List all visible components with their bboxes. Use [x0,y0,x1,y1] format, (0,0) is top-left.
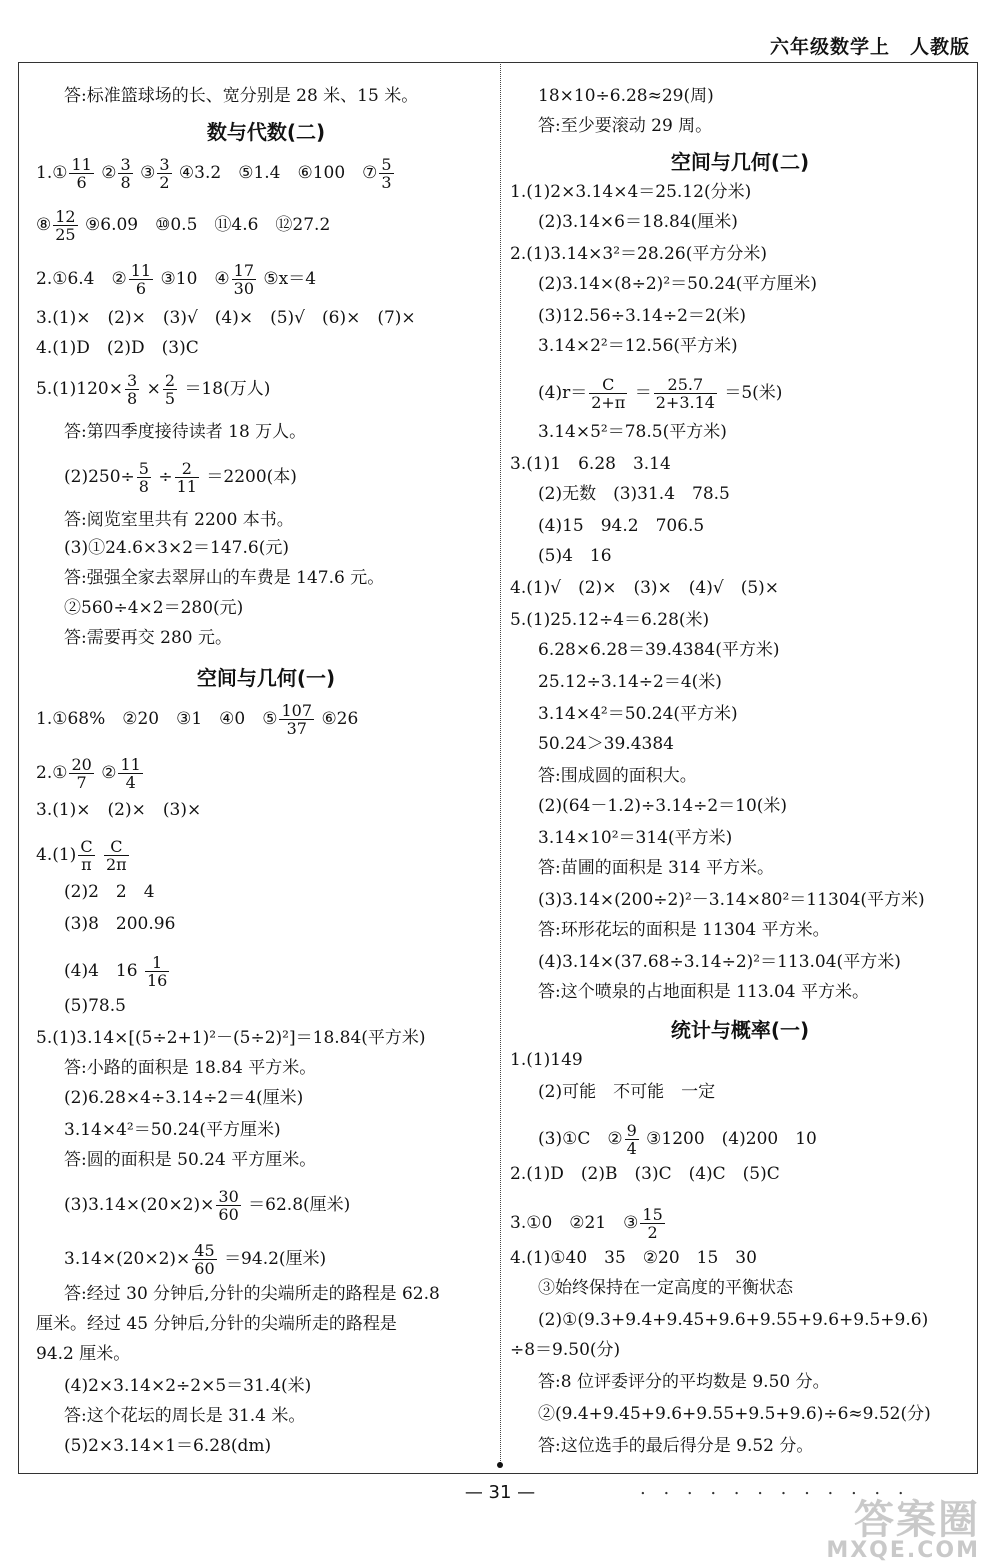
numerator: 17 [233,261,254,280]
fraction [163,372,177,407]
section-heading: 数与代数(二) [206,120,326,144]
text: ＝5(米) [724,383,783,403]
answer-line: 答:经过 30 分钟后,分针的尖端所走的路程是 62.8 [64,1284,440,1304]
answer-line [510,1206,667,1241]
text: 3.①0 ②21 ③ [510,1213,639,1233]
answer-line: (4)3.14×(37.68÷3.14÷2)²＝113.04(平方米) [538,952,901,972]
text: ④3.2 ⑤1.4 ⑥100 ⑦ [178,163,378,183]
numerator: C [104,838,129,856]
numerator: 5 [138,459,149,478]
denominator: 2+3.14 [655,393,715,412]
answer-line: 3.14×2²＝12.56(平方米) [538,336,738,356]
answer-line: 3.(1)1 6.28 3.14 [510,454,671,474]
text: ＝ [634,383,652,403]
answer-line: 答:第四季度接待读者 18 万人。 [64,422,307,442]
page-number: — 31 — [464,1482,536,1503]
denominator: π [81,855,92,874]
fraction [279,702,314,737]
text: ⑧ [36,215,52,235]
text: (2)250÷ [64,467,135,487]
section-heading: 统计与概率(一) [670,1018,810,1042]
answer-line [64,954,171,989]
answer-line: (4)15 94.2 706.5 [538,516,705,536]
answer-line: 4.(1)√ (2)× (3)× (4)√ (5)× [510,578,780,598]
answer-line: 25.12÷3.14÷2＝4(米) [538,672,722,692]
text: ③ [140,163,156,183]
answer-line [36,838,131,873]
answer-line: ÷8＝9.50(分) [510,1340,621,1360]
numerator: 2 [164,371,176,390]
answer-line: 答:圆的面积是 50.24 平方厘米。 [64,1150,317,1170]
text: 4.(1) [36,845,77,865]
answer-line: ②560÷4×2＝280(元) [64,598,244,618]
divider-dot [497,1462,503,1468]
denominator: 2 [159,173,170,192]
answer-line: (2)可能 不可能 一定 [538,1082,716,1102]
fraction [129,262,153,297]
answer-line: 答:这位选手的最后得分是 9.52 分。 [538,1436,814,1456]
fraction [640,1206,664,1241]
text: 5.(1)120× [36,379,123,399]
answer-line [64,1242,326,1277]
denominator: 2π [105,855,127,874]
fraction [157,156,171,191]
answer-line: 1.(1)2×3.14×4＝25.12(分米) [510,182,752,202]
answer-line: 2.(1)3.14×3²＝28.26(平方分米) [510,244,767,264]
text: ② [101,763,117,783]
answer-line: (5)2×3.14×1＝6.28(dm) [64,1436,272,1456]
answer-line: 答:至少要滚动 29 周。 [538,116,713,136]
fraction [232,262,256,297]
answer-line: (2)6.28×4÷3.14÷2＝4(厘米) [64,1088,304,1108]
numerator: 3 [120,155,131,174]
denominator: 7 [76,773,87,792]
fraction [118,756,142,791]
watermark-text: 答案圈 [854,1497,980,1543]
section-heading: 空间与几何(一) [196,666,336,690]
answer-line: (2)①(9.3+9.4+9.45+9.6+9.55+9.6+9.5+9.6) [538,1310,929,1330]
text: 2.①6.4 ② [36,269,127,289]
answer-line: 3.(1)× (2)× (3)× [36,800,202,820]
answer-line: 3.(1)× (2)× (3)√ (4)× (5)√ (6)× (7)× [36,308,416,328]
section-heading: 空间与几何(二) [670,150,810,174]
answer-line [36,702,358,737]
answer-line: 3.14×4²＝50.24(平方米) [538,704,738,724]
denominator: 6 [135,279,147,298]
denominator: 5 [164,389,176,408]
fraction [53,208,77,243]
header-title: 六年级数学上 人教版 [769,36,970,58]
answer-line: 6.28×6.28＝39.4384(平方米) [538,640,780,660]
text: ⑨6.09 ⑩0.5 ⑪4.6 ⑫27.2 [85,215,331,235]
fraction [175,460,199,495]
answer-line: 18×10÷6.28≈29(周) [538,86,714,106]
denominator: 37 [286,719,307,738]
watermark-url: MXQE.COM [826,1538,980,1563]
numerator: 11 [130,261,152,280]
text: ③1200 (4)200 10 [646,1129,817,1149]
answer-line: (2)2 2 4 [64,882,155,902]
denominator: 25 [55,225,76,244]
numerator: 9 [626,1121,637,1140]
answer-line [64,1188,350,1223]
text: ③10 ④ [160,269,230,289]
answer-line: (3)3.14×(200÷2)²－3.14×80²＝11304(平方米) [538,890,925,910]
answer-line [36,756,145,791]
denominator: 8 [120,173,131,192]
fraction [69,756,93,791]
answer-line [538,376,782,411]
fraction [145,954,169,989]
denominator: 4 [125,773,136,792]
answer-line: ②(9.4+9.45+9.6+9.55+9.5+9.6)÷6≈9.52(分) [538,1404,931,1424]
numerator: 5 [381,155,392,174]
numerator: 12 [55,207,76,226]
text: ② [101,163,117,183]
denominator: 16 [146,971,168,990]
numerator: 15 [642,1205,663,1224]
answer-line: ③始终保持在一定高度的平衡状态 [538,1278,793,1298]
answer-line: 50.24＞39.4384 [538,734,674,754]
text: ÷ [158,467,173,487]
text: × [146,379,161,399]
answer-line: (2)3.14×6＝18.84(厘米) [538,212,738,232]
numerator: C [80,837,93,856]
fraction [78,838,94,873]
numerator: 3 [127,371,138,390]
denominator: 60 [194,1259,215,1278]
answer-line: 答:标准篮球场的长、宽分别是 28 米、15 米。 [64,86,419,106]
answer-line: 答:需要再交 280 元。 [64,628,232,648]
answer-line: (2)3.14×(8÷2)²＝50.24(平方厘米) [538,274,818,294]
numerator: 107 [281,701,313,720]
answer-line: (3)12.56÷3.14÷2＝2(米) [538,306,746,326]
answer-line [36,156,396,191]
answer-line: (4)2×3.14×2÷2×5＝31.4(米) [64,1376,312,1396]
answer-line: (3)8 200.96 [64,914,176,934]
answer-line: 4.(1)D (2)D (3)C [36,338,199,358]
answer-line: 94.2 厘米。 [36,1344,131,1364]
fraction [216,1188,240,1223]
text: ＝62.8(厘米) [248,1195,351,1215]
text: ⑤x＝4 [263,269,317,289]
answer-line: (5)4 16 [538,546,612,566]
numerator: 3 [159,155,170,174]
text: 3.14×(20×2)× [64,1249,191,1269]
denominator: 60 [218,1205,239,1224]
answer-line: 答:这个喷泉的占地面积是 113.04 平方米。 [538,982,870,1002]
answer-line: 3.14×5²＝78.5(平方米) [538,422,727,442]
text: (4)4 16 [64,961,138,981]
text: ⑥26 [321,709,359,729]
fraction [69,156,93,191]
answer-line: (2)(64－1.2)÷3.14÷2＝10(米) [538,796,788,816]
answer-line: 答:阅览室里共有 2200 本书。 [64,510,294,530]
answer-line: 答:苗圃的面积是 314 平方米。 [538,858,774,878]
fraction [625,1122,639,1157]
answer-line: (2)无数 (3)31.4 78.5 [538,484,730,504]
watermark-logo [780,1497,980,1563]
answer-line: 5.(1)25.12÷4＝6.28(米) [510,610,710,630]
fraction [654,376,717,411]
answer-line: 答:环形花坛的面积是 11304 平方米。 [538,920,830,940]
text: ＝94.2(厘米) [224,1249,327,1269]
text: ＝2200(本) [206,467,297,487]
answer-line: (3)①24.6×3×2＝147.6(元) [64,538,289,558]
denominator: 8 [138,477,149,496]
answer-line [36,208,330,243]
answer-line: (5)78.5 [64,996,126,1016]
answer-line [538,1122,817,1157]
fraction [104,838,129,873]
text: ＝18(万人) [184,379,271,399]
text: (4)r＝ [538,383,588,403]
answer-line: 3.14×4²＝50.24(平方厘米) [64,1120,281,1140]
text: 1.① [36,163,68,183]
answer-line: 2.(1)D (2)B (3)C (4)C (5)C [510,1164,780,1184]
text: 2.① [36,763,68,783]
answer-line: 答:强强全家去翠屏山的车费是 147.6 元。 [64,568,385,588]
fraction [125,372,139,407]
denominator: 30 [233,279,254,298]
text: 1.①68% ②20 ③1 ④0 ⑤ [36,709,278,729]
denominator: 6 [76,173,87,192]
answer-line [64,460,297,495]
answer-line: 1.(1)149 [510,1050,583,1070]
fraction [118,156,132,191]
footer-dots: . . . . . . . . . . . . [640,1478,910,1499]
numerator: C [589,376,627,394]
numerator: 11 [120,755,141,774]
text: (3)3.14×(20×2)× [64,1195,215,1215]
denominator: 11 [176,477,197,496]
denominator: 2+π [591,393,626,412]
numerator: 45 [194,1241,215,1260]
fraction [589,376,627,411]
denominator: 4 [626,1139,637,1158]
text: (3)①C ② [538,1129,623,1149]
numerator: 20 [71,755,92,774]
fraction [192,1242,216,1277]
denominator: 8 [127,389,138,408]
numerator: 30 [218,1187,239,1206]
numerator: 1 [145,954,169,972]
answer-line: 答:8 位评委评分的平均数是 9.50 分。 [538,1372,830,1392]
answer-line: 答:小路的面积是 18.84 平方米。 [64,1058,317,1078]
denominator: 2 [647,1223,658,1242]
fraction [137,460,151,495]
answer-line: 答:围成圆的面积大。 [538,766,697,786]
answer-line [36,372,270,407]
answer-line: 5.(1)3.14×[(5÷2+1)²－(5÷2)²]＝18.84(平方米) [36,1028,426,1048]
numerator: 25.7 [654,376,717,394]
numerator: 11 [71,155,92,174]
column-divider [500,62,501,1467]
answer-line: 3.14×10²＝314(平方米) [538,828,733,848]
answer-line [36,262,316,297]
answer-line: 答:这个花坛的周长是 31.4 米。 [64,1406,306,1426]
numerator: 2 [175,460,199,478]
fraction [379,156,393,191]
answer-line: 4.(1)①40 35 ②20 15 30 [510,1248,757,1268]
answer-line: 厘米。经过 45 分钟后,分针的尖端所走的路程是 [36,1314,397,1334]
denominator: 3 [381,173,392,192]
